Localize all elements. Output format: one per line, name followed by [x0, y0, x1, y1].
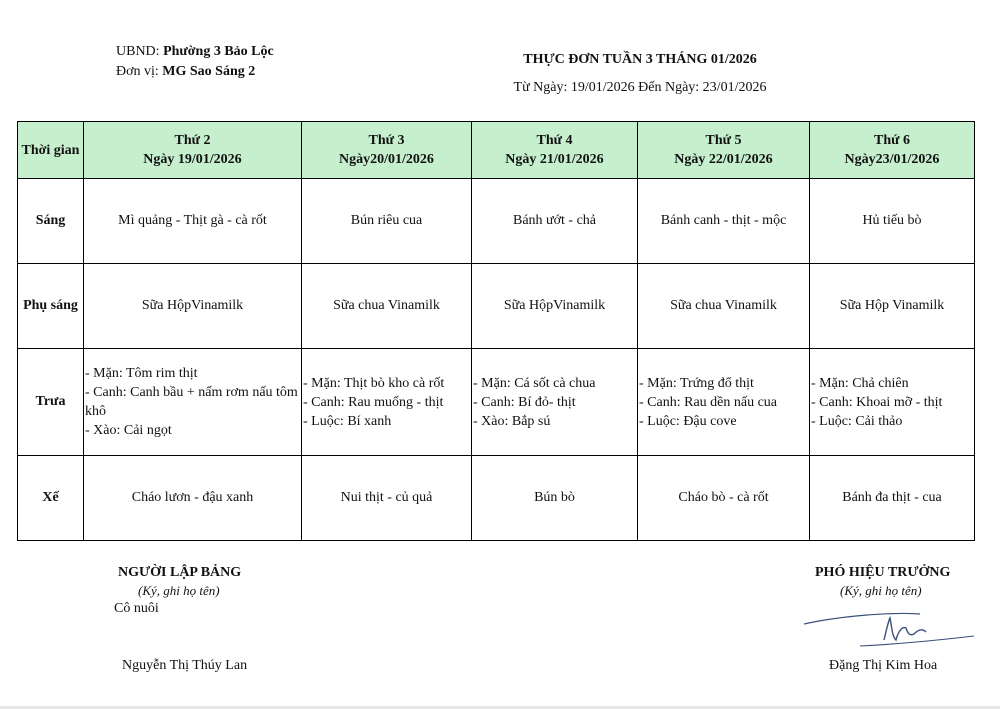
table-cell — [472, 349, 638, 456]
row-label: Phụ sáng — [18, 264, 84, 349]
day-date: Ngày20/01/2026 — [339, 152, 434, 167]
table-row-trua — [18, 349, 975, 456]
table-cell: Nui thịt - củ quả — [302, 456, 472, 541]
table-header-row — [18, 122, 975, 179]
dish-line: - Luộc: Cải thảo — [811, 413, 903, 429]
dish-line: - Mặn: Chả chiên — [811, 375, 909, 391]
menu-table — [17, 121, 975, 541]
signature-scribble — [800, 604, 980, 654]
right-signature-note: (Ký, ghi họ tên) — [840, 583, 922, 598]
dish-line: - Luộc: Bí xanh — [303, 413, 392, 429]
org-info — [116, 42, 274, 82]
table-cell — [638, 349, 810, 456]
table-cell: Cháo bò - cà rốt — [638, 456, 810, 541]
ubnd-value: Phường 3 Bảo Lộc — [163, 44, 274, 59]
day-name: Thứ 4 — [536, 133, 573, 148]
table-cell: Cháo lươn - đậu xanh — [84, 456, 302, 541]
day-name: Thứ 5 — [705, 133, 742, 148]
dish-line: - Luộc: Đậu cove — [639, 413, 737, 429]
unit-value: MG Sao Sáng 2 — [162, 64, 256, 79]
dish-line: - Xào: Cải ngọt — [85, 423, 172, 438]
dish-line: - Mặn: Trứng đổ thịt — [639, 375, 754, 391]
dish-line: - Mặn: Tôm rim thịt — [85, 366, 198, 381]
day-date: Ngày 22/01/2026 — [674, 152, 773, 167]
day-header — [810, 122, 975, 179]
table-cell: Sữa chua Vinamilk — [302, 264, 472, 349]
dish-line: - Canh: Rau dền nấu cua — [639, 394, 778, 410]
table-row-phu-sang — [18, 264, 975, 349]
table-cell: Sữa Hộp Vinamilk — [810, 264, 975, 349]
table-cell: Hủ tiếu bò — [810, 179, 975, 264]
day-name: Thứ 2 — [174, 133, 211, 148]
unit-line — [116, 62, 274, 82]
table-cell — [84, 349, 302, 456]
table-row-xe — [18, 456, 975, 541]
right-signature-name: Đặng Thị Kim Hoa — [829, 658, 938, 673]
day-header — [472, 122, 638, 179]
table-cell: Bún riêu cua — [302, 179, 472, 264]
date-range: Từ Ngày: 19/01/2026 Đến Ngày: 23/01/2026 — [513, 80, 767, 95]
day-name: Thứ 3 — [368, 133, 405, 148]
dish-line: - Canh: Khoai mỡ - thịt — [811, 394, 943, 410]
table-cell — [810, 349, 975, 456]
left-signature-name: Nguyễn Thị Thúy Lan — [122, 658, 248, 673]
dish-line: - Mặn: Thịt bò kho cà rốt — [303, 375, 445, 391]
day-name: Thứ 6 — [873, 133, 911, 148]
day-date: Ngày23/01/2026 — [844, 152, 940, 167]
day-header — [302, 122, 472, 179]
day-date: Ngày 21/01/2026 — [505, 152, 604, 167]
day-date: Ngày 19/01/2026 — [143, 152, 242, 167]
corner-header: Thời gian — [18, 122, 84, 179]
left-signature-title: NGƯỜI LẬP BẢNG — [118, 565, 242, 580]
row-label: Xế — [18, 456, 84, 541]
table-cell: Bánh canh - thịt - mộc — [638, 179, 810, 264]
table-cell: Sữa HộpVinamilk — [472, 264, 638, 349]
table-cell: Sữa chua Vinamilk — [638, 264, 810, 349]
day-header — [84, 122, 302, 179]
dish-line: - Canh: Canh bầu + nấm rơm nấu tôm khô — [85, 385, 298, 419]
table-cell: Bánh đa thịt - cua — [810, 456, 975, 541]
left-signature-note: (Ký, ghi họ tên) — [138, 583, 220, 598]
table-row-sang — [18, 179, 975, 264]
table-cell: Bánh ướt - chả — [472, 179, 638, 264]
day-header — [638, 122, 810, 179]
dish-line: - Mặn: Cá sốt cà chua — [473, 375, 596, 391]
table-cell — [302, 349, 472, 456]
row-label: Trưa — [18, 349, 84, 456]
dish-line: - Canh: Rau muống - thịt — [303, 394, 444, 410]
dish-line: - Canh: Bí đỏ- thịt — [473, 394, 576, 410]
table-cell: Bún bò — [472, 456, 638, 541]
ubnd-label: UBND: — [116, 44, 160, 59]
row-label: Sáng — [18, 179, 84, 264]
dish-line: - Xào: Bắp sú — [473, 413, 551, 429]
unit-label: Đơn vị: — [116, 64, 159, 79]
ubnd-line — [116, 42, 274, 62]
right-signature-title: PHÓ HIỆU TRƯỞNG — [815, 565, 951, 580]
page-title: THỰC ĐƠN TUẦN 3 THÁNG 01/2026 — [523, 52, 757, 67]
table-cell: Sữa HộpVinamilk — [84, 264, 302, 349]
table-cell: Mì quảng - Thịt gà - cà rốt — [84, 179, 302, 264]
left-signature-role: Cô nuôi — [114, 601, 159, 616]
